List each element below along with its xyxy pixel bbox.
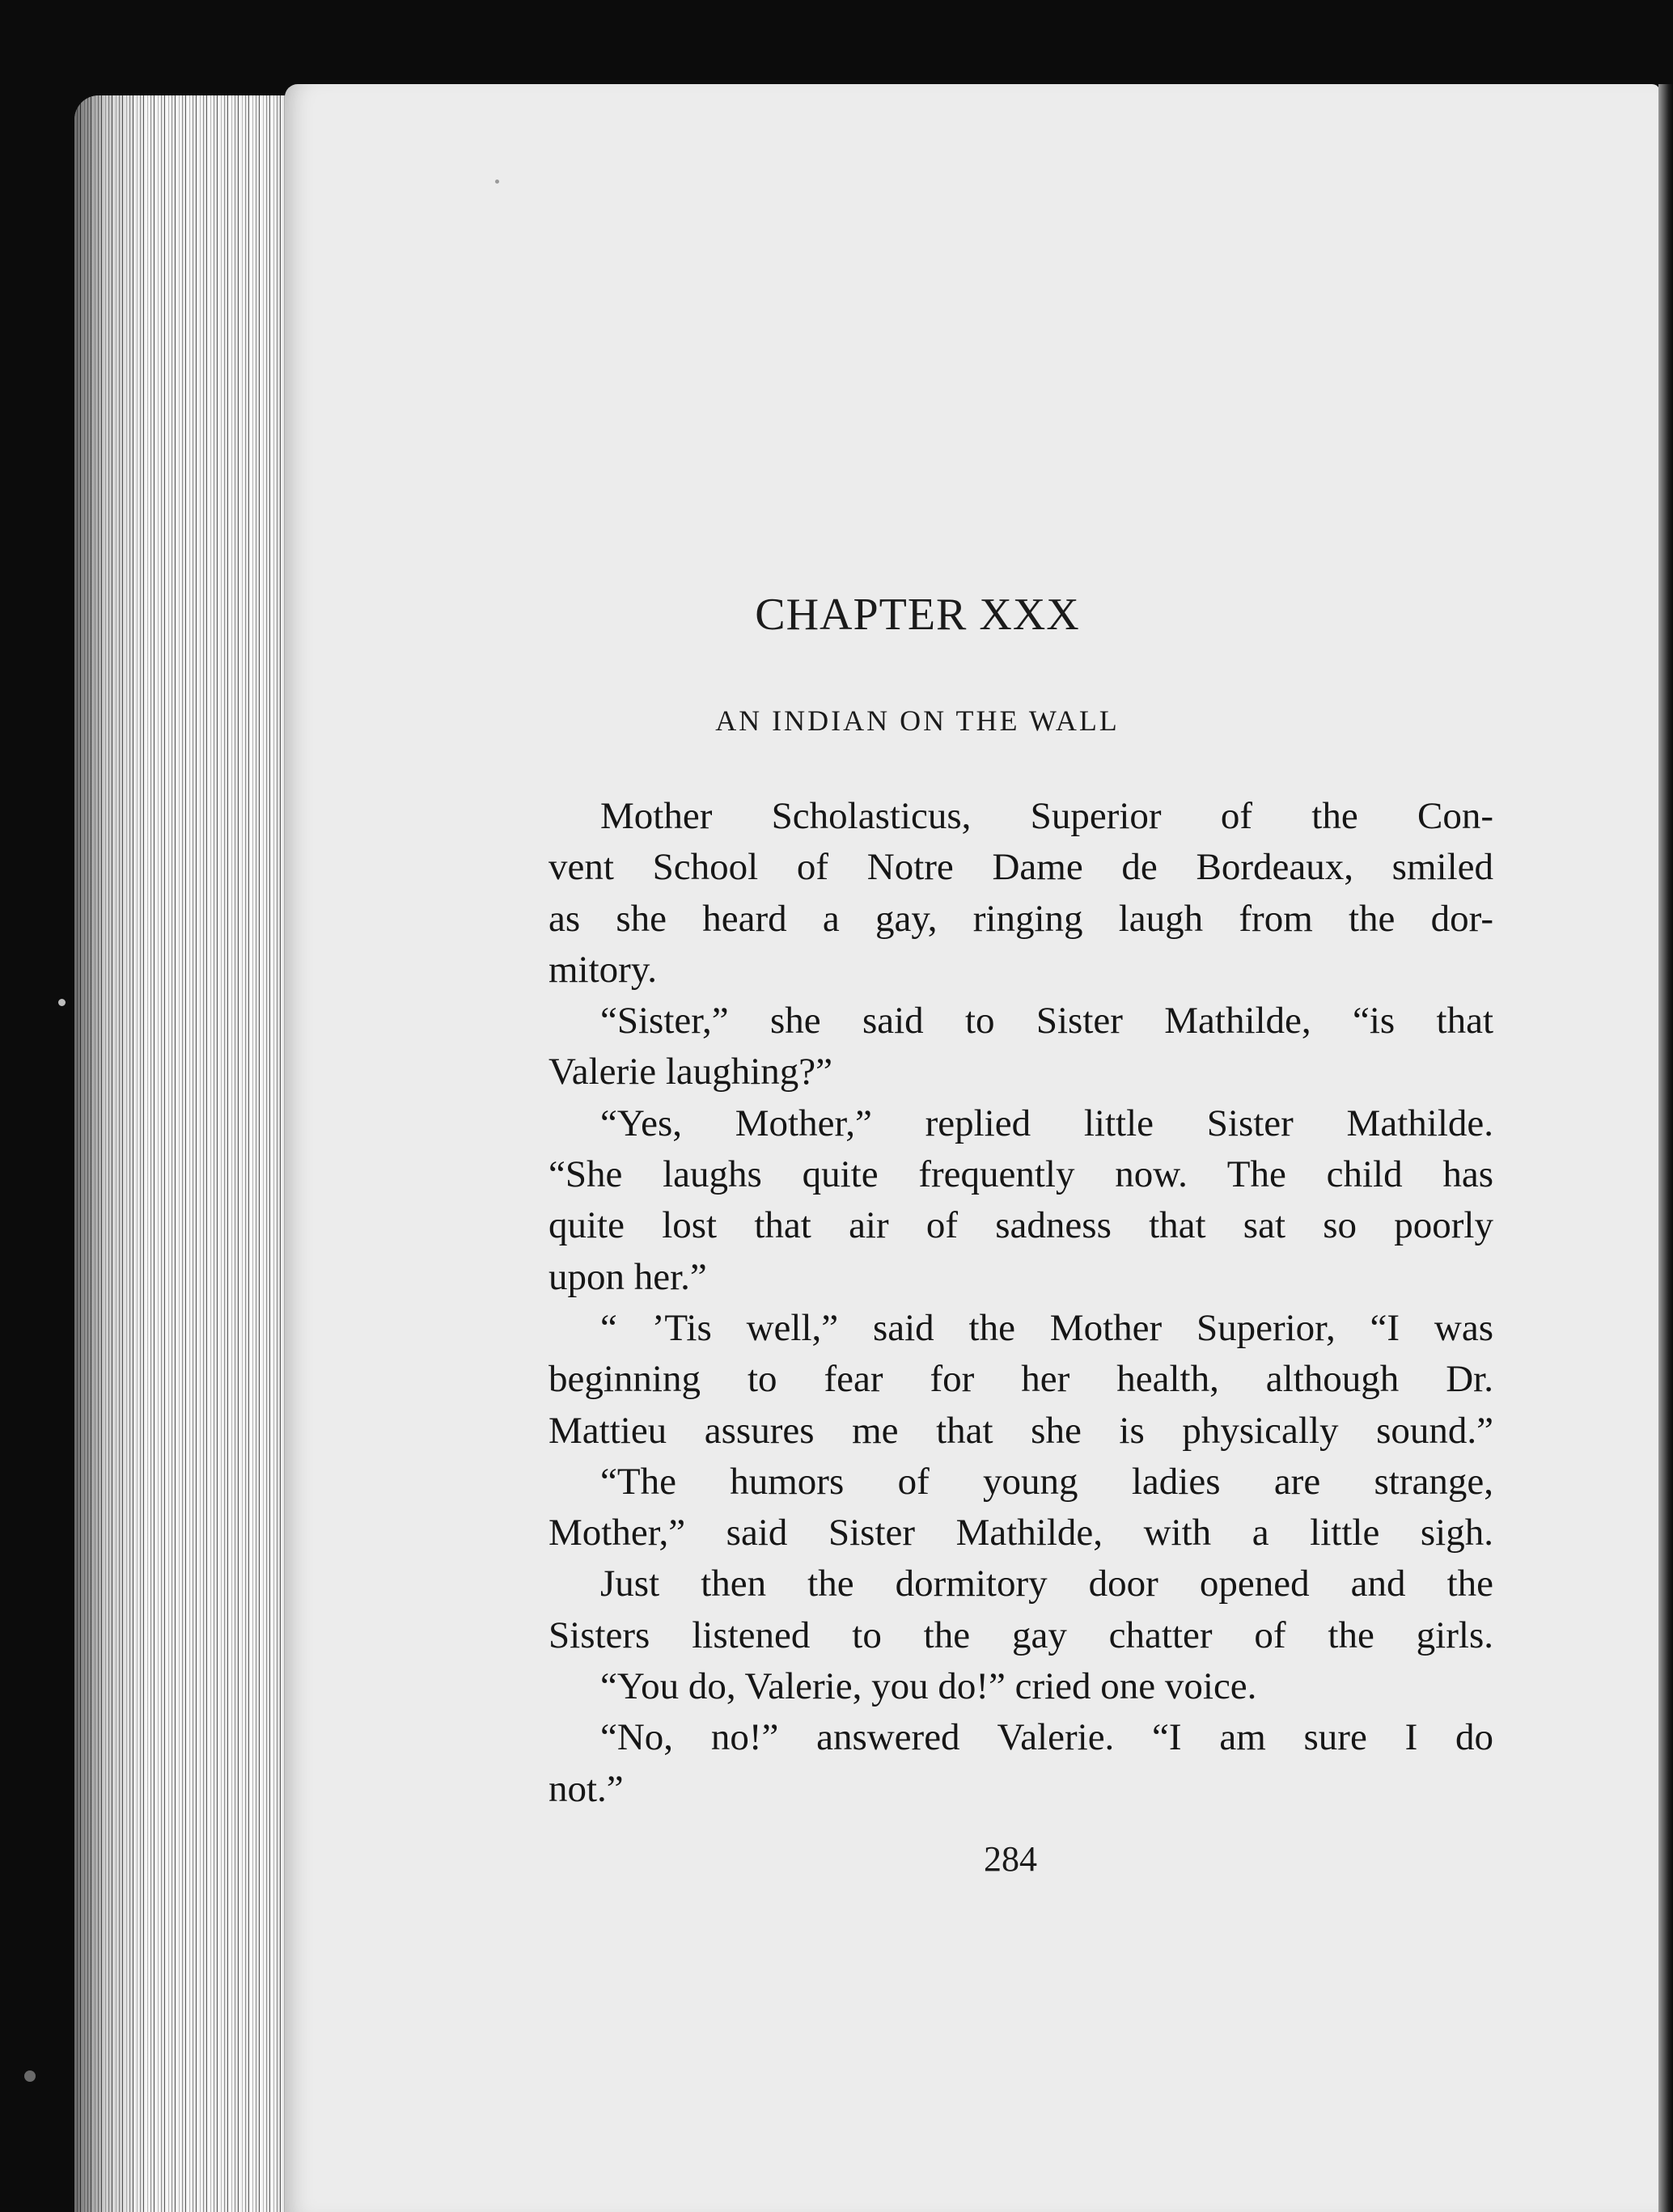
page-number: 284: [984, 1839, 1037, 1879]
text-line: “Sister,” she said to Sister Mathilde, “is that: [600, 1000, 1493, 1043]
chapter-title: CHAPTER XXX: [755, 590, 1080, 640]
text-line: quite lost that air of sadness that sat so poorly: [548, 1204, 1493, 1247]
text-line: upon her.”: [548, 1255, 707, 1298]
paragraph: [548, 1559, 1493, 1661]
text-line: “No, no!” answered Valerie. “I am sure I do: [600, 1716, 1493, 1759]
page-edge-shadow: [74, 95, 309, 2212]
chapter-body-text: [548, 791, 1493, 1815]
text-line: Sisters listened to the gay chatter of the girls.: [548, 1614, 1493, 1656]
text-line: “You do, Valerie, you do!” cried one voice.: [600, 1665, 1257, 1708]
paragraph: [548, 1661, 1493, 1712]
text-line: Just then the dormitory door opened and the: [600, 1563, 1493, 1605]
paragraph: [548, 1098, 1493, 1303]
dust-speck: [495, 180, 499, 184]
chapter-subtitle: AN INDIAN ON THE WALL: [715, 704, 1120, 737]
text-line: Valerie laughing?”: [548, 1051, 833, 1093]
text-line: “ ’Tis well,” said the Mother Superior, “I was: [600, 1306, 1493, 1349]
text-line: “The humors of young ladies are strange,: [600, 1460, 1493, 1503]
text-line: “Yes, Mother,” replied little Sister Mathilde.: [600, 1102, 1493, 1144]
paragraph: [548, 1712, 1493, 1815]
dust-speck: [24, 2070, 36, 2082]
text-line: Mother,” said Sister Mathilde, with a little sigh.: [548, 1512, 1493, 1554]
text-line: Mattieu assures me that she is physically sound.”: [548, 1409, 1493, 1452]
text-line: beginning to fear for her health, although Dr.: [548, 1358, 1493, 1401]
text-line: mitory.: [548, 948, 658, 991]
paragraph: [548, 791, 1493, 996]
text-line: not.”: [548, 1767, 624, 1810]
page-right-edge: [1658, 84, 1673, 2212]
text-line: Mother Scholasticus, Superior of the Con-: [600, 795, 1493, 837]
text-line: as she heard a gay, ringing laugh from the dor-: [548, 897, 1493, 940]
text-line: “She laughs quite frequently now. The child has: [548, 1153, 1493, 1196]
paragraph: [548, 1457, 1493, 1559]
paragraph: [548, 1303, 1493, 1457]
dust-speck: [58, 999, 66, 1006]
paragraph: [548, 996, 1493, 1098]
text-line: vent School of Notre Dame de Bordeaux, smiled: [548, 846, 1493, 889]
